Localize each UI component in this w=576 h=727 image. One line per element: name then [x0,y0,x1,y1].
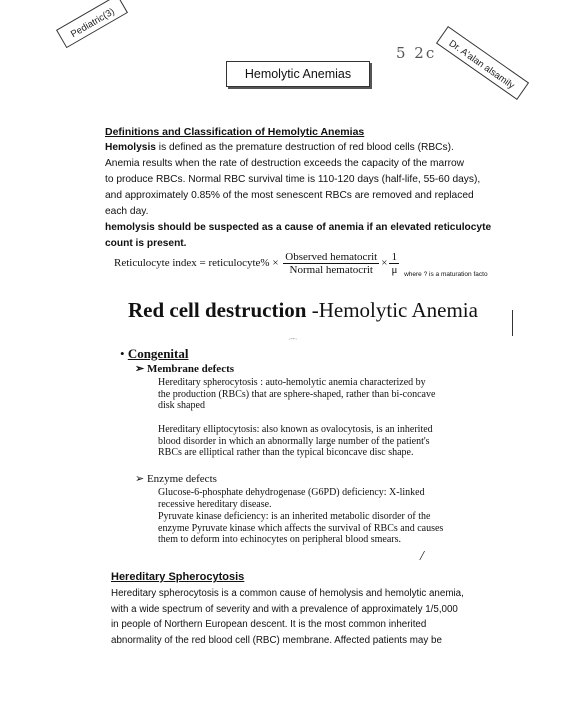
intro-line-5: each day. [105,206,149,217]
page-title: Hemolytic Anemias [226,61,370,87]
pk-line-1: Pyruvate kinase deficiency: is an inherited metabolic disorder of the [158,511,431,522]
stamp-pediatric [56,0,128,48]
intro-bold-line-1: hemolysis should be suspected as a cause of anemia if an elevated reticulocyte [105,222,492,233]
fraction-hematocrit [283,251,379,276]
bullet: • [120,346,125,361]
he-line-1: Hereditary elliptocytosis: also known as ovalocytosis, is an inherited [158,424,433,435]
definitions-heading: Definitions and Classification of Hemolytic Anemias [105,126,365,138]
g6pd-line-1: Glucose-6-phosphate dehydrogenase (G6PD) deficiency: X-linked [158,487,425,498]
formula-times: × [381,257,388,270]
reticulocyte-formula [114,251,488,278]
hs-para-line-2: with a wide spectrum of severity and with a prevalence of approximately 1/5,000 [111,603,458,615]
hereditary-spherocytosis-heading: Hereditary Spherocytosis [111,571,245,583]
g6pd-text [158,487,425,510]
enzyme-defects-heading: ➢ Enzyme defects [135,473,217,485]
hs-para-line-1: Hereditary spherocytosis is a common cause of hemolysis and hemolytic anemia, [111,588,464,599]
congenital-label: Congenital [127,346,189,361]
hs-line-3: disk shaped [158,400,205,411]
hereditary-spherocytosis-text [158,377,435,412]
pen-mark: / [420,549,424,564]
formula-lhs: Reticulocyte index = reticulocyte% × [114,257,279,270]
stamp-author [436,26,529,100]
hereditary-spherocytosis-paragraph [111,586,464,648]
handwritten-note: 5 2c [396,44,437,62]
he-line-2: blood disorder in which an abnormally large number of the patient's [158,435,430,447]
hemolysis-term: Hemolysis [105,142,156,153]
intro-line-2: Anemia results when the rate of destruction exceeds the capacity of the marrow [105,158,465,169]
stamp-author-text: Dr. A'alan alsamily [446,38,517,92]
intro-bold-line-2: count is present. [105,238,187,249]
slide-heading-rest: -Hemolytic Anemia [306,298,478,322]
hs-para-line-3: in people of Northern European descent. It is the most common inherited [111,619,427,630]
he-line-3: RBCs are elliptical rather than the typical biconcave disc shape. [158,447,414,458]
margin-mark [512,310,513,336]
fraction-maturation [389,251,399,276]
hs-para-line-4: abnormality of the red blood cell (RBC) membrane. Affected patients may be [111,634,442,646]
stamp-pediatric-text: Pediatric(3) [69,6,117,41]
fraction-denominator: Normal hematocrit [289,264,373,276]
fraction-one: 1 [389,251,399,264]
hs-line-1: Hereditary spherocytosis : auto-hemolytic anemia characterized by [158,377,426,388]
congenital-heading [120,346,188,362]
slide-heading [128,298,478,323]
faint-marks: ·‐-· [288,336,298,343]
hemolysis-definition: is defined as the premature destruction of red blood cells (RBCs). [155,142,454,153]
fraction-mu: μ [391,264,398,276]
intro-line-1 [105,140,491,156]
intro-line-4: and approximately 0.85% of the most senescent RBCs are removed and replaced [105,190,474,201]
hereditary-elliptocytosis-text [158,424,433,459]
intro-paragraph [105,140,491,252]
pk-line-2: enzyme Pyruvate kinase which affects the survival of RBCs and causes [158,522,444,534]
intro-line-3: to produce RBCs. Normal RBC survival time is 110-120 days (half-life, 55-60 days), [105,174,481,185]
pyruvate-kinase-text [158,511,443,546]
slide-heading-bold: Red cell destruction [128,298,307,322]
formula-note: where ? is a maturation facto [404,271,488,279]
g6pd-line-2: recessive hereditary disease. [158,498,272,510]
hs-line-2: the production (RBCs) that are sphere-shaped, rather than bi-concave [158,388,436,400]
pk-line-3: them to deform into echinocytes on peripheral blood smears. [158,534,401,545]
fraction-numerator: Observed hematocrit [285,251,378,263]
membrane-defects-heading: ➢ Membrane defects [135,363,235,375]
